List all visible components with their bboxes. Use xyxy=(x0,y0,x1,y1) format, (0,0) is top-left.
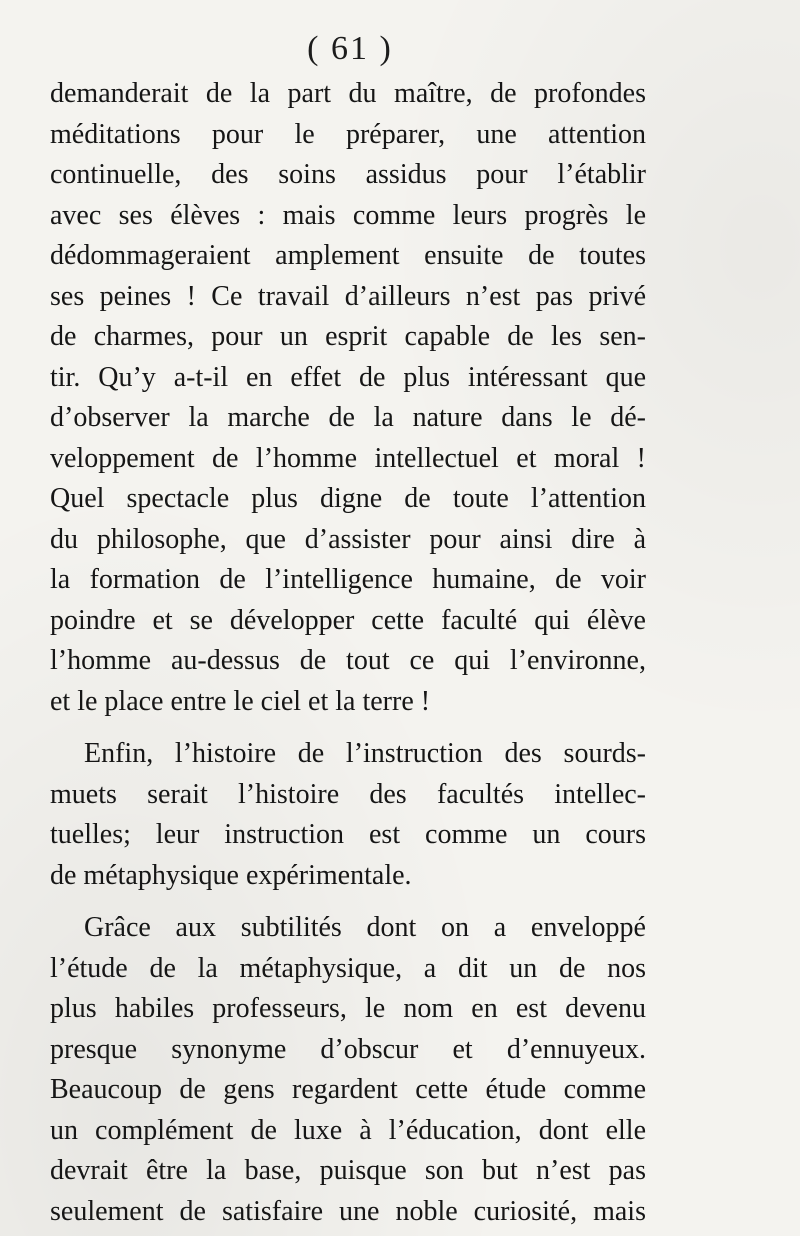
text-line: l’étude de la métaphysique, a dit un de nos xyxy=(50,952,646,984)
text-line: ses peines ! Ce travail d’ailleurs n’est pas privé xyxy=(50,280,646,312)
text-line: l’homme au-dessus de tout ce qui l’environne, xyxy=(50,645,646,676)
text-line: d’observer la marche de la nature dans le dé- xyxy=(50,402,646,433)
text-line: muets serait l’histoire des facultés intellec- xyxy=(50,778,646,810)
text-line: tir. Qu’y a-t-il en effet de plus intéressant que xyxy=(50,361,646,393)
text-line: Quel spectacle plus digne de toute l’attention xyxy=(50,483,646,514)
body-text xyxy=(50,74,646,1232)
text-line: et le place entre le ciel et la terre ! xyxy=(50,685,431,717)
text-line: dédommageraient amplement ensuite de toutes xyxy=(50,240,646,271)
text-line: de métaphysique expérimentale. xyxy=(50,859,412,891)
text-line: Enfin, l’histoire de l’instruction des sourds- xyxy=(84,738,646,769)
text-line: continuelle, des soins assidus pour l’établir xyxy=(50,159,646,190)
page-number: ( 61 ) xyxy=(307,30,393,67)
text-line: tuelles; leur instruction est comme un cours xyxy=(50,819,646,850)
text-line: Grâce aux subtilités dont on a enveloppé xyxy=(84,912,646,943)
text-line: du philosophe, que d’assister pour ainsi dire à xyxy=(50,523,646,555)
text-line: veloppement de l’homme intellectuel et moral ! xyxy=(50,442,646,474)
text-line: poindre et se développer cette faculté qui élève xyxy=(50,604,646,636)
text-line: seulement de satisfaire une noble curiosité, mais xyxy=(50,1195,646,1227)
text-line: presque synonyme d’obscur et d’ennuyeux. xyxy=(50,1033,646,1065)
text-line: avec ses élèves : mais comme leurs progrès le xyxy=(50,199,646,231)
text-line: un complément de luxe à l’éducation, dont elle xyxy=(50,1114,646,1146)
text-line: de charmes, pour un esprit capable de les sen- xyxy=(50,321,646,352)
text-line: la formation de l’intelligence humaine, de voir xyxy=(50,564,646,595)
text-line: méditations pour le préparer, une attention xyxy=(50,118,646,150)
text-line: demanderait de la part du maître, de profondes xyxy=(50,78,646,109)
text-line: plus habiles professeurs, le nom en est devenu xyxy=(50,993,646,1024)
text-line: Beaucoup de gens regardent cette étude comme xyxy=(50,1074,646,1105)
text-line: devrait être la base, puisque son but n’est pas xyxy=(50,1155,646,1186)
